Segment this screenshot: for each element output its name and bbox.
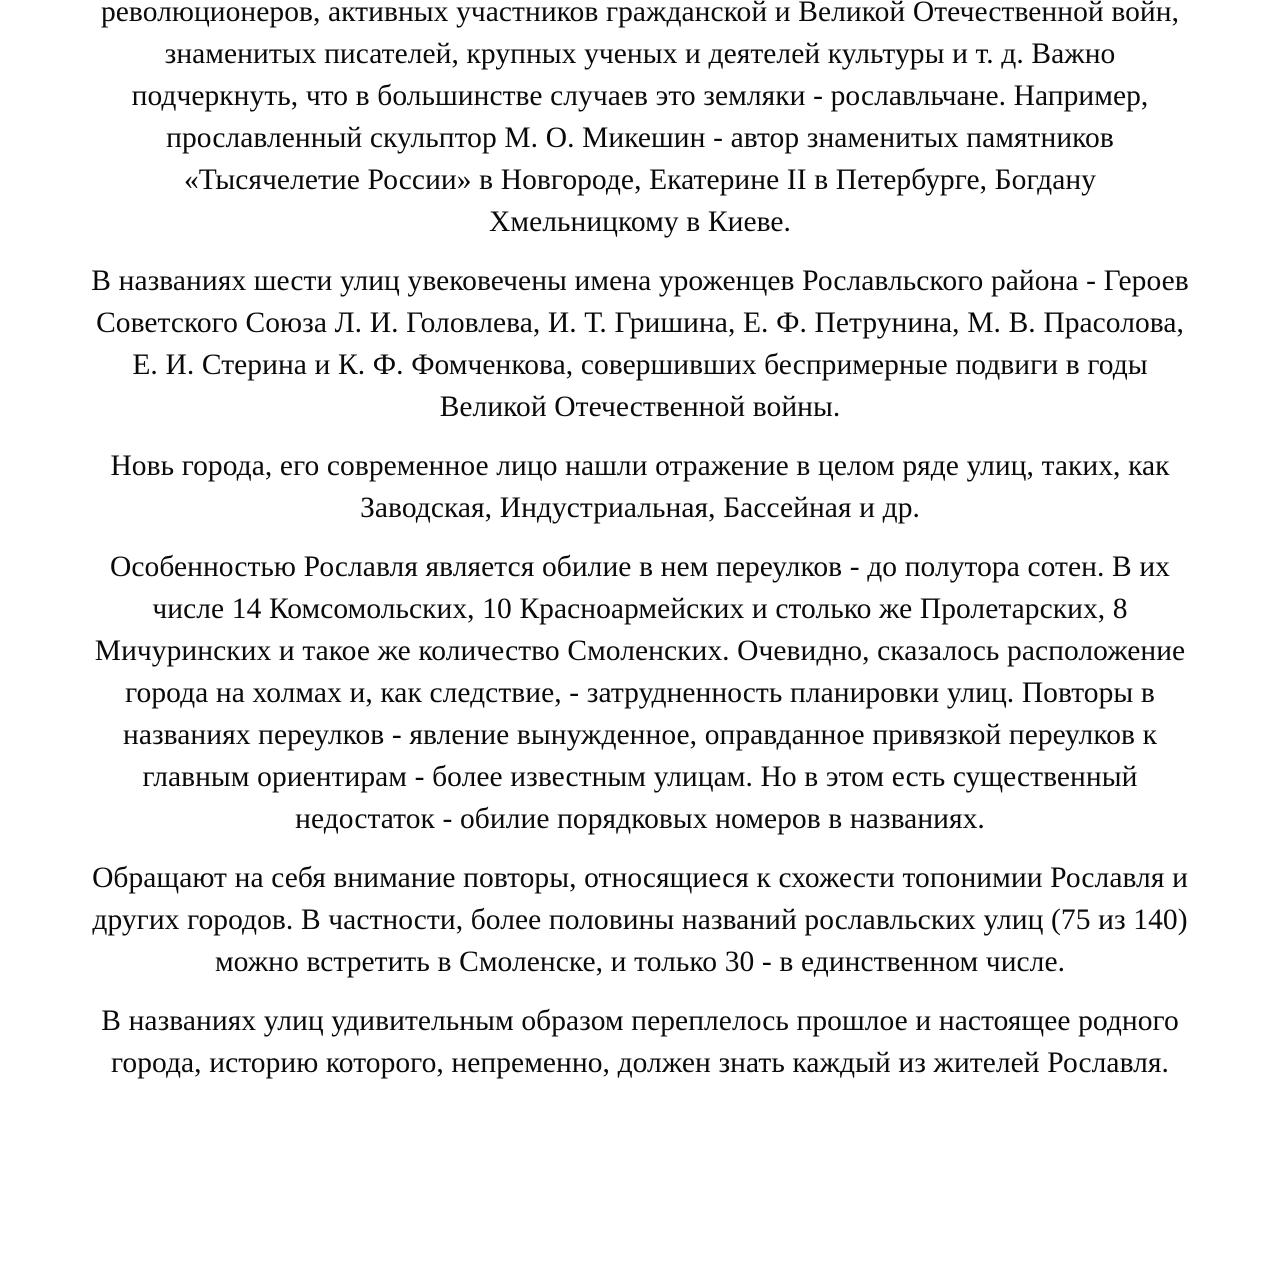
paragraph-conclusion: В названиях улиц удивительным образом переплелось прошлое и настоящее родного города, историю которого, непременно, должен знать каждый из жителей Рославля. — [101, 1005, 1179, 1079]
paragraph-street-names-heroes: В названиях шести улиц увековечены имена уроженцев Рославльского района - Героев Советского Союза Л. И. Головлева, И. Т. Гришина, Е. Ф. Петрунина, М. В. Прасолова, Е. И. Стерина и К. Ф. Фомченкова, совершивших беспримерные подвиги в годы Великой Отечественной войны. — [91, 265, 1189, 423]
document-text-column — [86, 0, 1194, 1084]
paragraph-toponymy-repeats: Обращают на себя внимание повторы, относящиеся к схожести топонимии Рославля и других городов. В частности, более половины названий рославльских улиц (75 из 140) можно встретить в Смоленске, и только 30 - в единственном числе. — [92, 862, 1188, 978]
paragraph-lanes-pereulki: Особенностью Рославля является обилие в нем переулков - до полутора сотен. В их числе 14 Комсомольских, 10 Красноармейских и столько же Пролетарских, 8 Мичуринских и такое же количество Смоленских. Очевидно, сказалось расположение города на холмах и, как следствие, - затрудненность планировки улиц. Повторы в названиях переулков - явление вынужденное, оправданное привязкой переулков к главным ориентирам - более известным улицам. Но в этом есть существенный недостаток - обилие порядковых номеров в названиях. — [94, 551, 1186, 835]
paragraph-continued-from-previous-page: революционеров, активных участников гражданской и Великой Отечественной войн, знаменитых писателей, крупных ученых и деятелей культуры и т. д. Важно подчеркнуть, что в большинстве случаев это земляки - рославльчане. Например, прославленный скульптор М. О. Микешин - автор знаменитых памятников «Тысячелетие России» в Новгороде, Екатерине II в Петербурге, Богдану Хмельницкому в Киеве. — [100, 0, 1180, 238]
paragraph-modern-streets: Новь города, его современное лицо нашли отражение в целом ряде улиц, таких, как Заводская, Индустриальная, Бассейная и др. — [110, 450, 1170, 524]
